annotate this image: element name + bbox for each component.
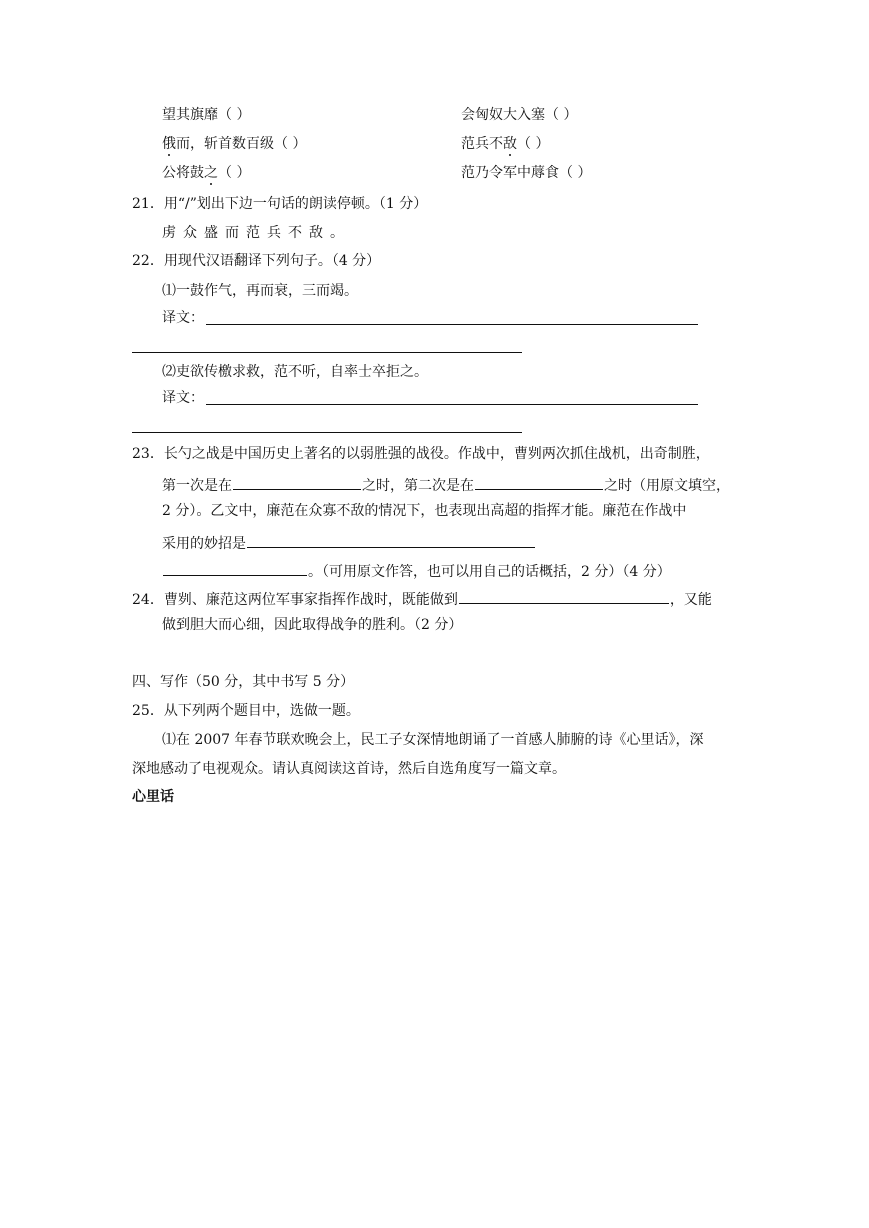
answer-paren[interactable]: （ ） bbox=[545, 107, 578, 123]
prompt-line-1: ⑴在 2007 年春节联欢晚会上，民工子女深情地朗诵了一首感人肺腑的诗《心里话》，深 bbox=[162, 732, 704, 748]
question-21-sentence: 虏众盛而范兵不敌。 bbox=[162, 225, 351, 241]
answer-blank[interactable] bbox=[459, 589, 669, 604]
question-25: 25．从下列两个题目中，选做一题。 bbox=[132, 703, 360, 719]
question-23-line-4 bbox=[162, 533, 536, 551]
vocab-word: 公将鼓 bbox=[162, 165, 204, 181]
dotted-char: 俄 bbox=[162, 136, 176, 152]
text-segment: ，又能 bbox=[669, 592, 712, 608]
question-22-sentence-1: ⑴一鼓作气，再而衰，三而竭。 bbox=[162, 283, 358, 299]
vocab-word: 范乃令军中蓐食 bbox=[461, 165, 559, 181]
text-segment: 采用的妙招是 bbox=[162, 536, 246, 552]
vocab-item-1 bbox=[162, 108, 250, 122]
answer-line[interactable] bbox=[206, 404, 698, 405]
answer-line[interactable] bbox=[132, 432, 522, 433]
question-21: 21．用“/”划出下边一句话的朗读停顿。（1 分） bbox=[132, 196, 428, 212]
dotted-char: 之 bbox=[204, 165, 218, 181]
question-23-line-3: 2 分）。乙文中，廉范在众寡不敌的情况下，也表现出高超的指挥才能。廉范在作战中 bbox=[162, 503, 687, 519]
translation-label-2: 译文： bbox=[162, 390, 204, 406]
vocab-word: 会匈奴大入塞 bbox=[461, 107, 545, 123]
answer-line[interactable] bbox=[132, 352, 522, 353]
question-22: 22．用现代汉语翻译下列句子。（4 分） bbox=[132, 253, 381, 269]
question-24-line-1 bbox=[132, 589, 712, 607]
answer-paren[interactable]: （ ） bbox=[274, 136, 307, 152]
answer-paren[interactable]: （ ） bbox=[218, 107, 251, 123]
question-22-sentence-2: ⑵吏欲传檄求救，范不听，自率士卒拒之。 bbox=[162, 364, 428, 380]
answer-paren[interactable]: （ ） bbox=[517, 136, 550, 152]
prompt-line-2: 深地感动了电视观众。请认真阅读这首诗，然后自选角度写一篇文章。 bbox=[132, 761, 566, 777]
section-heading: 四、写作（50 分，其中书写 5 分） bbox=[132, 674, 355, 690]
vocab-item-3 bbox=[162, 137, 306, 151]
text-segment: 24．曹刿、廉范这两位军事家指挥作战时，既能做到 bbox=[132, 592, 458, 608]
answer-blank[interactable] bbox=[475, 475, 603, 490]
vocab-item-6 bbox=[461, 166, 591, 180]
text-segment: 。（可用原文作答，也可以用自己的话概括，2 分）（4 分） bbox=[308, 564, 671, 580]
text-segment: 之时（用原文填空， bbox=[604, 478, 730, 494]
vocab-word: 范兵不 bbox=[461, 136, 503, 152]
translation-label-1: 译文： bbox=[162, 310, 204, 326]
question-23-line-2 bbox=[162, 475, 730, 493]
vocab-word: 而，斩首数百级 bbox=[176, 136, 274, 152]
answer-blank[interactable] bbox=[163, 561, 307, 576]
text-segment: 之时，第二次是在 bbox=[362, 478, 474, 494]
answer-blank[interactable] bbox=[247, 533, 535, 548]
poem-title: 心里话 bbox=[132, 789, 174, 805]
answer-blank[interactable] bbox=[233, 475, 361, 490]
question-23-line-5 bbox=[162, 561, 671, 579]
question-24-line-2: 做到胆大而心细，因此取得战争的胜利。（2 分） bbox=[162, 617, 463, 633]
answer-line[interactable] bbox=[206, 324, 698, 325]
text-segment: 第一次是在 bbox=[162, 478, 232, 494]
dotted-char: 敌 bbox=[503, 136, 517, 152]
vocab-item-2 bbox=[461, 108, 577, 122]
answer-paren[interactable]: （ ） bbox=[218, 165, 251, 181]
vocab-item-4 bbox=[461, 137, 549, 151]
vocab-word: 望其旗靡 bbox=[162, 107, 218, 123]
answer-paren[interactable]: （ ） bbox=[559, 165, 592, 181]
vocab-item-5 bbox=[162, 166, 250, 180]
question-23-line-1: 23．长勺之战是中国历史上著名的以弱胜强的战役。作战中，曹刿两次抓住战机，出奇制胜， bbox=[132, 446, 710, 462]
